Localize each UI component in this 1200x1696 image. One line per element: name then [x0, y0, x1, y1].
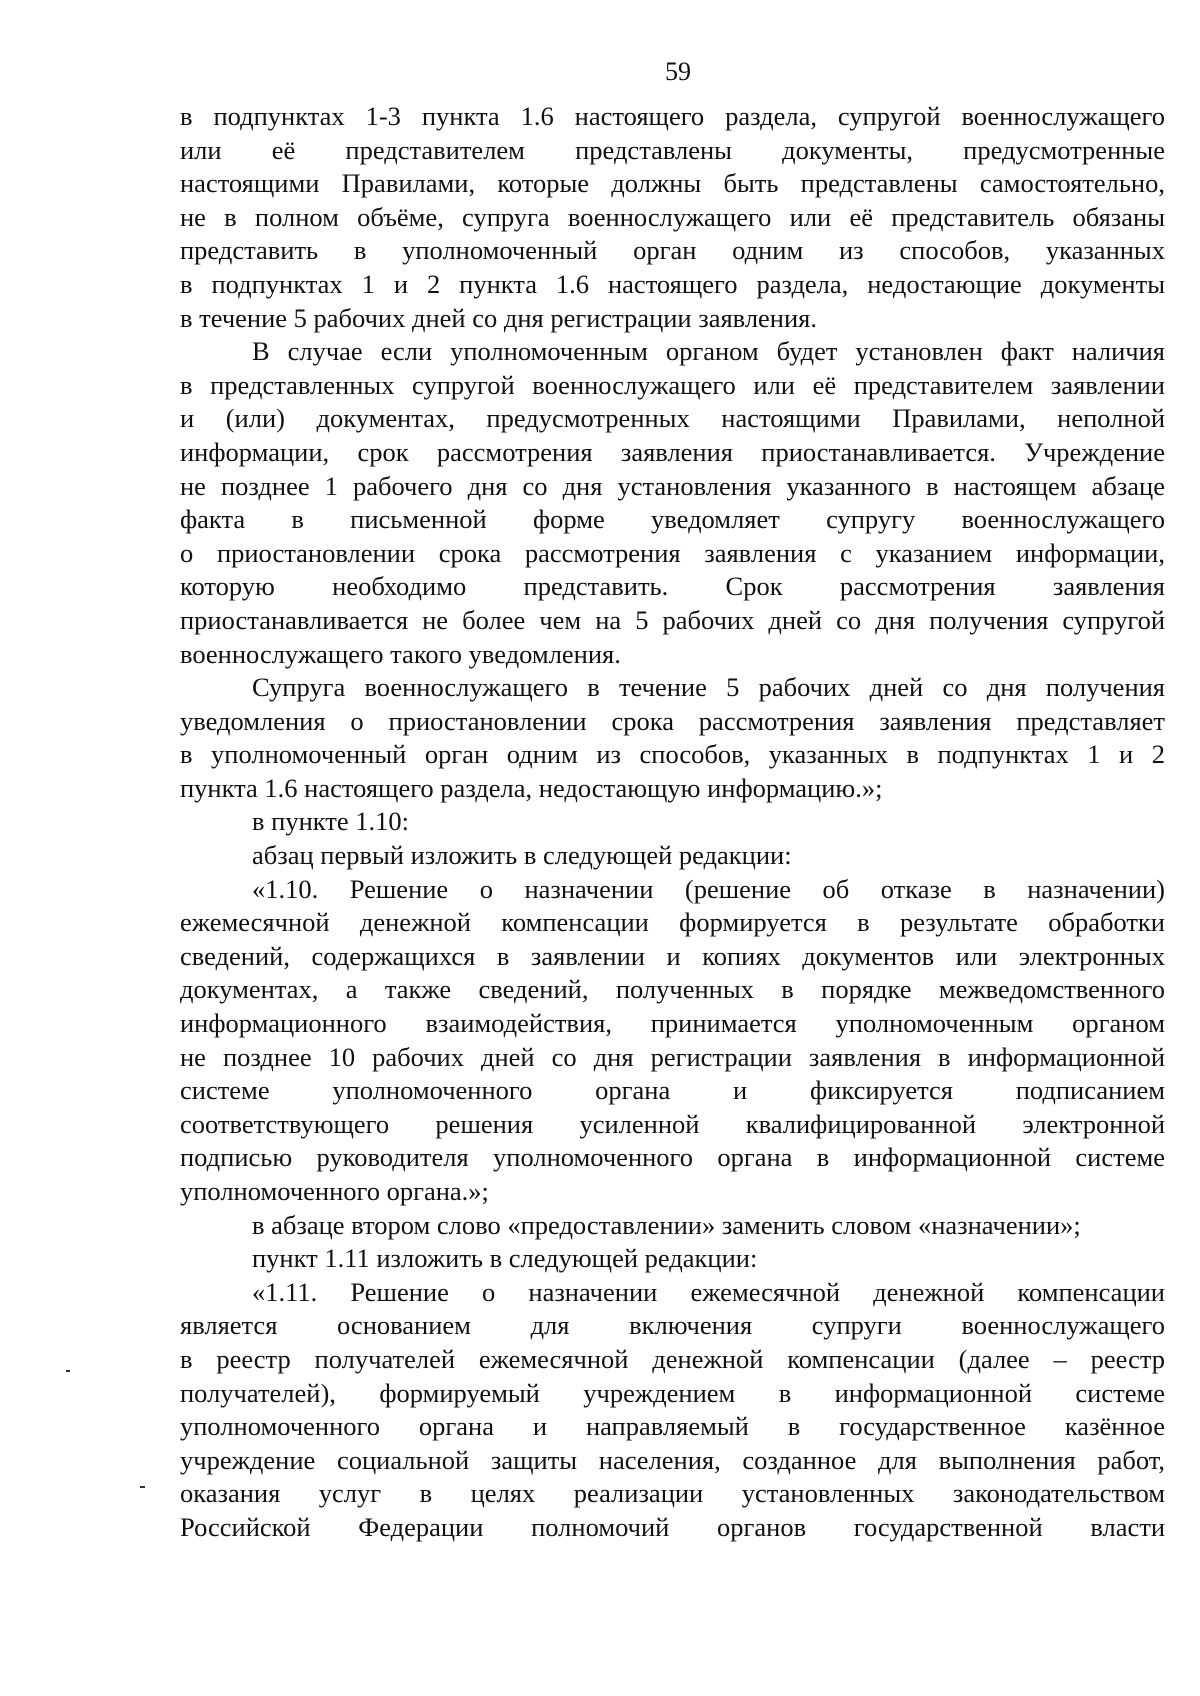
text-line: Супруга военнослужащего в течение 5 рабочих дней со дня получения [252, 672, 1165, 703]
text-line: или её представителем представлены документы, предусмотренные [180, 134, 1165, 165]
text-line: в подпунктах 1-3 пункта 1.6 настоящего раздела, супругой военнослужащего [180, 101, 1165, 131]
text-line: в течение 5 рабочих дней со дня регистрации заявления. [180, 302, 817, 333]
text-line: настоящими Правилами, которые должны быть представлены самостоятельно, [180, 168, 1165, 199]
text-line: в подпунктах 1 и 2 пункта 1.6 настоящего раздела, недостающие документы [180, 268, 1165, 299]
paragraph [180, 100, 1165, 335]
paragraph [180, 1209, 1165, 1243]
text-line: учреждение социальной защиты населения, созданное для выполнения работ, [180, 1444, 1165, 1475]
scan-mark [140, 1486, 145, 1488]
text-line: «1.11. Решение о назначении ежемесячной денежной компенсации [252, 1276, 1165, 1307]
paragraph [180, 671, 1165, 805]
text-line: является основанием для включения супруги военнослужащего [180, 1310, 1165, 1341]
paragraph [180, 335, 1165, 671]
text-line: представить в уполномоченный орган одним из способов, указанных [180, 235, 1165, 266]
paragraph [180, 1276, 1165, 1545]
text-line: документах, а также сведений, полученных в порядке межведомственного [180, 974, 1165, 1005]
text-line: абзац первый изложить в следующей редакции: [252, 840, 792, 871]
text-line: и (или) документах, предусмотренных настоящими Правилами, неполной [180, 403, 1165, 434]
paragraph [180, 873, 1165, 1209]
text-line: пункта 1.6 настоящего раздела, недостающую информацию.»; [180, 772, 883, 803]
text-line: соответствующего решения усиленной квалифицированной электронной [180, 1108, 1165, 1139]
text-line: уполномоченного органа.»; [180, 1176, 489, 1206]
text-line: в абзаце втором слово «предоставлении» заменить словом «назначении»; [252, 1209, 1081, 1240]
text-line: в реестр получателей ежемесячной денежной компенсации (далее – реестр [180, 1343, 1165, 1374]
paragraph [180, 839, 1165, 873]
text-line: уведомления о приостановлении срока рассмотрения заявления представляет [180, 705, 1165, 736]
text-line: не в полном объёме, супруга военнослужащего или её представитель обязаны [180, 201, 1165, 232]
text-line: не позднее 10 рабочих дней со дня регистрации заявления в информационной [180, 1041, 1165, 1072]
paragraph [180, 1242, 1165, 1276]
text-line: подписью руководителя уполномоченного органа в информационной системе [180, 1142, 1165, 1173]
text-line: пункт 1.11 изложить в следующей редакции: [252, 1243, 758, 1274]
paragraph [180, 805, 1165, 839]
text-line: в пункте 1.10: [252, 806, 409, 837]
text-line: приостанавливается не более чем на 5 рабочих дней со дня получения супругой [180, 604, 1165, 635]
text-line: которую необходимо представить. Срок рассмотрения заявления [180, 571, 1165, 602]
text-line: о приостановлении срока рассмотрения заявления с указанием информации, [180, 537, 1165, 568]
text-line: информации, срок рассмотрения заявления приостанавливается. Учреждение [180, 436, 1165, 467]
text-line: не позднее 1 рабочего дня со дня установления указанного в настоящем абзаце [180, 470, 1165, 501]
text-line: в представленных супругой военнослужащего или её представителем заявлении [180, 369, 1165, 400]
document-body [180, 100, 1165, 1545]
page-number: 59 [665, 57, 691, 86]
text-line: сведений, содержащихся в заявлении и копиях документов или электронных [180, 940, 1165, 971]
text-line: Российской Федерации полномочий органов государственной власти [180, 1511, 1165, 1542]
text-line: информационного взаимодействия, принимается уполномоченным органом [180, 1008, 1165, 1039]
text-line: военнослужащего такого уведомления. [180, 638, 621, 669]
text-line: факта в письменной форме уведомляет супругу военнослужащего [180, 504, 1165, 535]
text-line: уполномоченного органа и направляемый в государственное казённое [180, 1411, 1165, 1442]
text-line: системе уполномоченного органа и фиксируется подписанием [180, 1075, 1165, 1106]
text-line: получателей), формируемый учреждением в информационной системе [180, 1377, 1165, 1408]
text-line: ежемесячной денежной компенсации формируется в результате обработки [180, 907, 1165, 938]
scan-mark [66, 1370, 70, 1372]
text-line: оказания услуг в целях реализации установленных законодательством [180, 1478, 1165, 1509]
text-line: в уполномоченный орган одним из способов, указанных в подпунктах 1 и 2 [180, 739, 1165, 770]
text-line: «1.10. Решение о назначении (решение об отказе в назначении) [252, 873, 1165, 904]
text-line: В случае если уполномоченным органом будет установлен факт наличия [252, 336, 1165, 367]
